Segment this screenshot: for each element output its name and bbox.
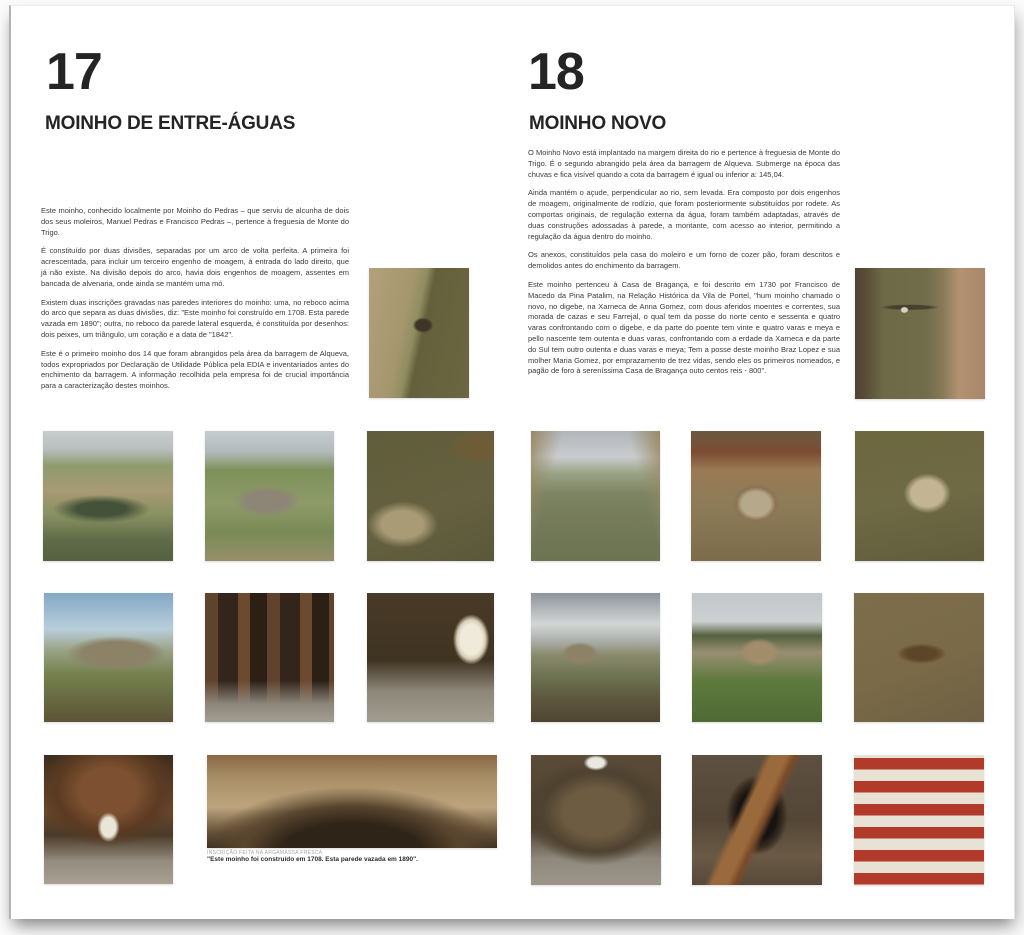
photo-vault-arch-inscription-detail (207, 755, 497, 848)
caption-quote: "Este moinho foi construído em 1708. Esta parede vazada em 1890". (207, 856, 418, 863)
photo-millstone-with-survey-pole (854, 755, 984, 885)
caption-kicker: INSCRIÇÃO FEITA NA ARGAMASSA FRESCA (207, 850, 323, 856)
photo-interior-vault-with-millstones (531, 755, 661, 885)
body-text-18 (528, 148, 840, 385)
paragraph: Este é o primeiro moinho dos 14 que foram abrangidos pela área da barragem de Alqueva, todos expropriados por Declaração de Utilidade Pública pela EDIA e inventariados antes do enchimento da barragem. A informação recolhida pela empresa foi de crucial importância para a caracterização destes moinhos. (41, 348, 349, 391)
photo-aerial-submerged-structure (854, 593, 984, 722)
photo-aerial-rocky-riverbed (367, 431, 494, 561)
photo-vaulted-mill-floodwater-grass (692, 593, 822, 722)
photo-caption (207, 850, 497, 864)
photo-aerial-river-bend-landscape (43, 431, 173, 561)
photo-mill-exterior-with-dead-tree (44, 593, 173, 722)
paragraph: Existem duas inscrições gravadas nas paredes interiores do moinho: uma, no reboco acima do arco que separa as duas divisões, diz: "Este moinho foi construído em 1708. Esta parede vazada em 1890"; outra, no reboco da parede lateral esquerda, é constituída por desenhos: dois peixes, um triângulo, um coração e a data de "1842". (41, 297, 349, 339)
paragraph: Este moinho, conhecido localmente por Moinho do Pedras – que serviu de alcunha de dois dos seus moleiros, Manuel Pedras e Francisco Pedras –, pertence à freguesia de Monte do Trigo. (41, 206, 349, 237)
photo-interior-brick-arches (205, 593, 334, 722)
photo-aerial-submerged-mill (855, 431, 984, 561)
photo-interior-barrel-vault (44, 755, 173, 884)
photo-flooded-river-dead-trees (531, 431, 660, 561)
paragraph: É constituído por duas divisões, separadas por um arco de volta perfeita. A primeira foi acrescentada, para incluir um terceiro engenho de moagem, à entrada do lado direito, que já não existe. Na divisão depois do arco, havia dois engenhos de moagem, assentes em bancada de alvenaria, onde ainda se mantém uma mó. (41, 246, 349, 288)
photo-aerial-river-with-weir (855, 268, 985, 399)
photo-dark-niche-tilted-millstone (692, 755, 822, 885)
paragraph: Os anexos, constituídos pela casa do moleiro e um forno de cozer pão, foram descritos e demolidos antes do enchimento da barragem. (528, 250, 840, 271)
body-text-17 (41, 206, 349, 400)
photo-interior-millstone-and-doorway (367, 593, 494, 722)
photo-mill-in-flooded-landscape (531, 593, 660, 722)
page-title-17: MOINHO DE ENTRE-ÁGUAS (45, 112, 296, 134)
photo-aerial-mill-rock-by-river (205, 431, 334, 561)
page-title-18: MOINHO NOVO (529, 112, 667, 134)
paragraph: Ainda mantém o açude, perpendicular ao rio, sem levada. Era composto por dois engenhos de moagem, originalmente de rodízio, que foram posteriormente substituídos por rodete. As comportas originais, de regulação externa da água, foram também adaptadas, através de duas construções adossadas à parede, a montante, com acesso ao interior, permitindo a regulação da água dentro do moinho. (528, 188, 840, 241)
photo-mill-ruin-in-floodwater (691, 431, 821, 561)
paragraph: Este moinho pertenceu à Casa de Bragança, e foi descrito em 1730 por Francisco de Macedo da Pina Patalim, na Relação Histórica da Vila de Portel, "hum moinho chamado o novo, no digebe, na Xarneca de Anna Gomez, com dous aferidos moentes e correntes, sua morada de cazas e seu Farrejal, o qual tem da posse do norte cento e sessenta e quatro varas confrontando com o digebe, e da parte do poente tem vinte e quatro varas e meya e pello nascente tem outenta e duas varas, confrontando com a erdade da Xarneca e da parte do Sul tem outro outenta e duas varas e meya; Tem a posse deste moinho Braz Lopez e sua molher Maria Gomez, por emprazamento de trez vidas, sendo eles os primeiros nomeados, e pagão de foro à sereníssima Casa de Bragança outo centos reis - 800". (528, 279, 840, 376)
page-number-17: 17 (46, 43, 102, 101)
page-number-18: 18 (528, 43, 584, 101)
paragraph: O Moinho Novo está implantado na margem direita do rio e pertence à freguesia de Monte do Trigo. É o segundo abrangido pela área da barragem de Alqueva. Submerge na época das chuvas e fica visível quando a cota da barragem é igual ou inferior a: 145,04. (528, 148, 840, 179)
photo-aerial-view-mill-by-river (369, 268, 469, 398)
